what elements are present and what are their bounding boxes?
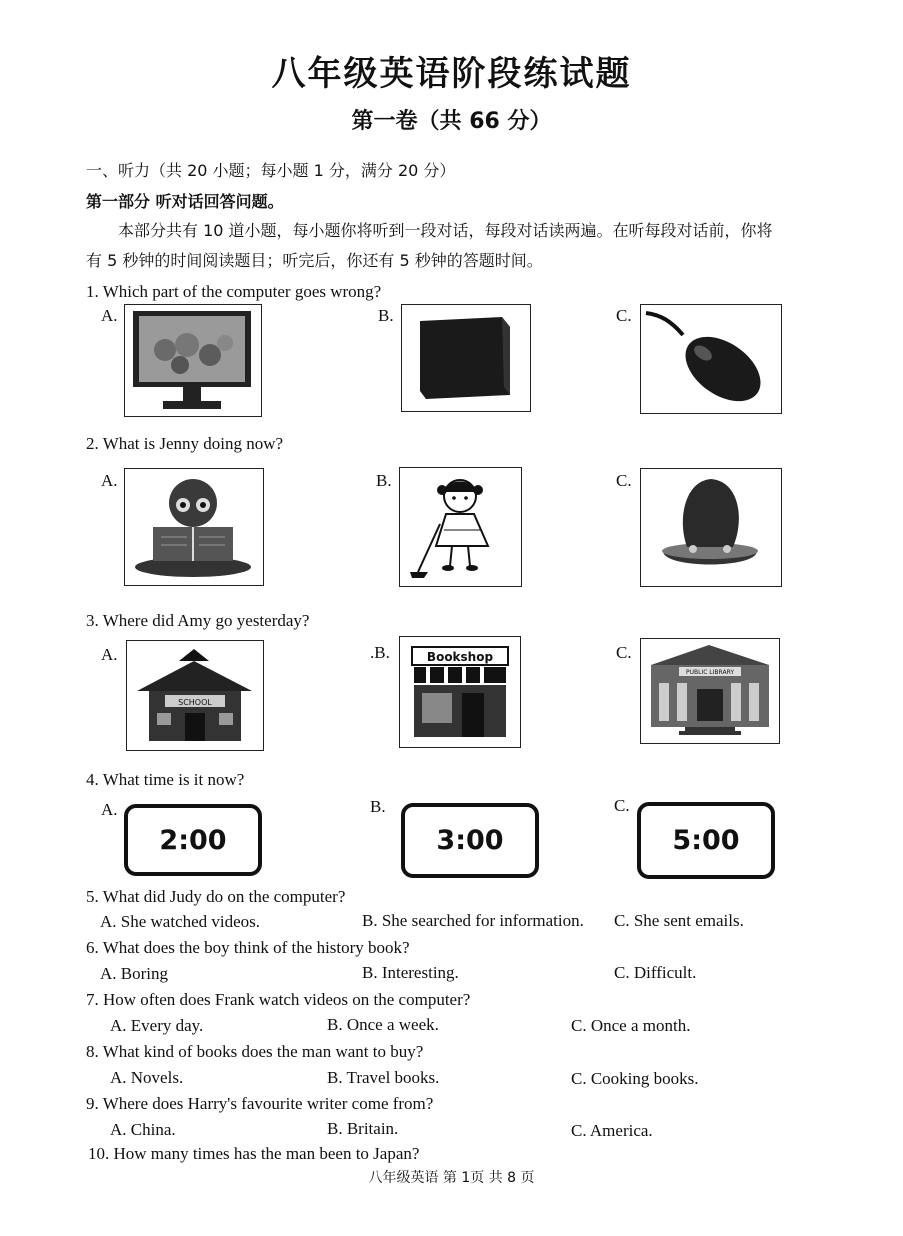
q8-option-c: C. Cooking books.	[571, 1069, 699, 1088]
instructions-line-1: 本部分共有 10 道小题，每小题你将听到一段对话，每段对话读两遍。在听每段对话前，你将	[118, 221, 773, 240]
sweeping-image	[399, 467, 522, 587]
q3-option-b-label: .B.	[370, 643, 390, 662]
mouse-image	[640, 304, 782, 414]
library-sign: PUBLIC LIBRARY	[685, 669, 735, 676]
computer-case-image	[401, 304, 531, 412]
q2-option-a-label: A.	[101, 471, 118, 490]
clock-a: 2:00	[124, 804, 262, 876]
section-heading: 一、听力（共 20 小题；每小题 1 分，满分 20 分）	[86, 161, 456, 180]
q9-option-b: B. Britain.	[327, 1119, 399, 1138]
q8-option-a: A. Novels.	[110, 1068, 184, 1087]
question-7: 7. How often does Frank watch videos on the computer?	[86, 990, 471, 1009]
q3-option-c-label: C.	[616, 643, 632, 662]
volume-subtitle: 第一卷（共 66 分）	[351, 109, 552, 134]
q6-option-c: C. Difficult.	[614, 963, 697, 982]
cooking-image	[640, 468, 782, 587]
q2-option-b-label: B.	[376, 471, 392, 490]
q1-option-c-label: C.	[616, 306, 632, 325]
part-title: 第一部分 听对话回答问题。	[86, 192, 284, 211]
q8-option-b: B. Travel books.	[327, 1068, 440, 1087]
question-9: 9. Where does Harry's favourite writer come from?	[86, 1094, 434, 1113]
q7-option-b: B. Once a week.	[327, 1015, 439, 1034]
reading-image	[124, 468, 264, 586]
q7-option-a: A. Every day.	[110, 1016, 204, 1035]
q5-option-b: B. She searched for information.	[362, 911, 584, 930]
question-4: 4. What time is it now?	[86, 770, 245, 789]
instructions-line-2: 有 5 秒钟的时间阅读题目；听完后，你还有 5 秒钟的答题时间。	[86, 251, 543, 270]
school-sign: SCHOOL	[178, 698, 212, 707]
page-title: 八年级英语阶段练试题	[271, 54, 632, 94]
question-10: 10. How many times has the man been to Japan?	[88, 1144, 420, 1163]
question-5: 5. What did Judy do on the computer?	[86, 887, 346, 906]
q5-option-a: A. She watched videos.	[100, 912, 261, 931]
q9-option-a: A. China.	[110, 1120, 176, 1139]
monitor-image	[124, 304, 262, 417]
q7-option-c: C. Once a month.	[571, 1016, 691, 1035]
question-6: 6. What does the boy think of the history book?	[86, 938, 410, 957]
q4-option-b-label: B.	[370, 797, 386, 816]
page-footer: 八年级英语 第 1页 共 8 页	[368, 1170, 535, 1186]
q1-option-b-label: B.	[378, 306, 394, 325]
clock-b: 3:00	[401, 803, 539, 878]
q9-option-c: C. America.	[571, 1121, 653, 1140]
library-image	[640, 638, 780, 744]
q1-option-a-label: A.	[101, 306, 118, 325]
q4-option-c-label: C.	[614, 796, 630, 815]
school-image	[126, 640, 264, 751]
question-8: 8. What kind of books does the man want to buy?	[86, 1042, 424, 1061]
q6-option-a: A. Boring	[100, 964, 168, 983]
question-2: 2. What is Jenny doing now?	[86, 434, 284, 453]
q5-option-c: C. She sent emails.	[614, 911, 744, 930]
q3-option-a-label: A.	[101, 645, 118, 664]
q2-option-c-label: C.	[616, 471, 632, 490]
question-3: 3. Where did Amy go yesterday?	[86, 611, 310, 630]
bookshop-sign: Bookshop	[426, 650, 494, 664]
q4-option-a-label: A.	[101, 800, 118, 819]
bookshop-image	[399, 636, 521, 748]
clock-c: 5:00	[637, 802, 775, 879]
question-1: 1. Which part of the computer goes wrong?	[86, 282, 382, 301]
q6-option-b: B. Interesting.	[362, 963, 459, 982]
